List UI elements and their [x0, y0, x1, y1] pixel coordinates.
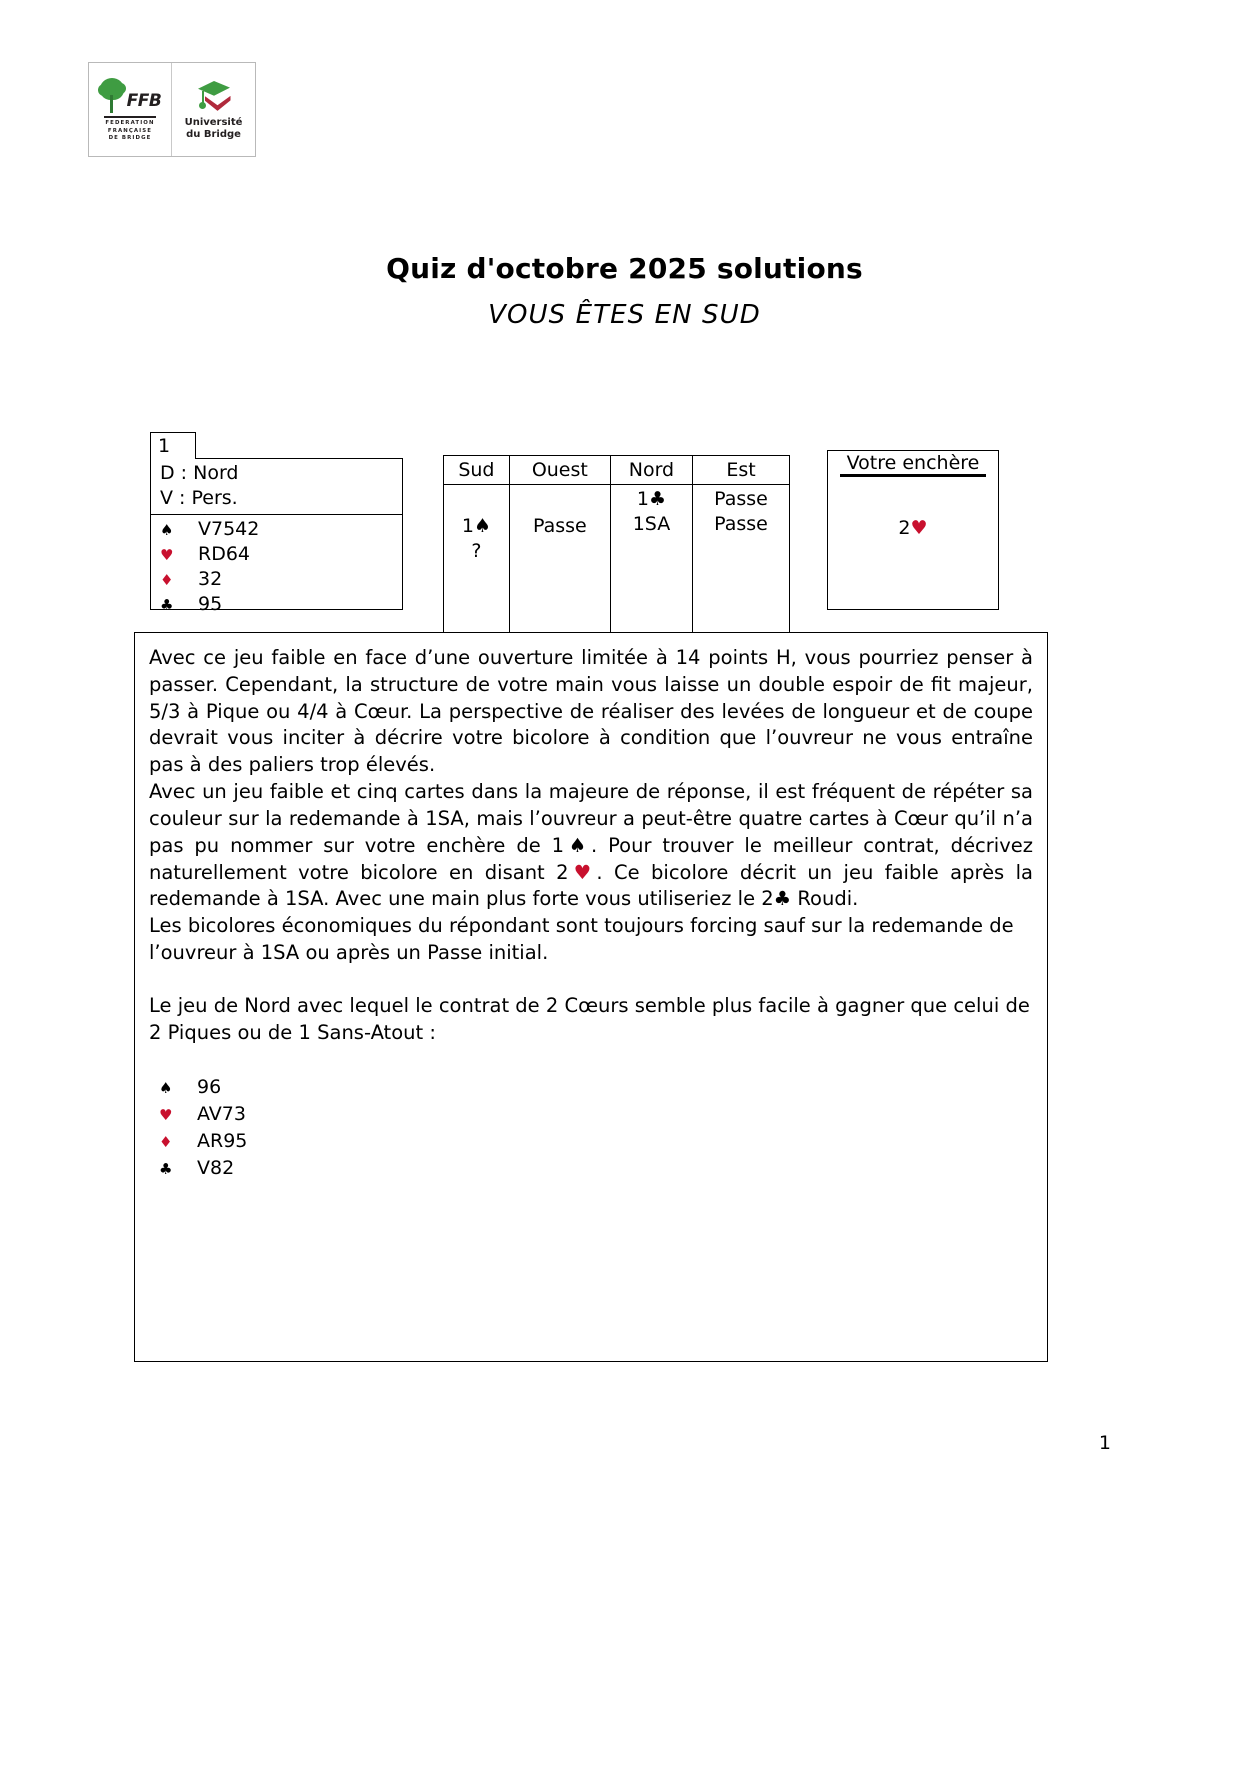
your-bid-level: 2	[898, 517, 911, 539]
auction-col-north	[610, 485, 692, 637]
north-hand-suit-row	[159, 1074, 1033, 1101]
north-hand-suit-row	[159, 1128, 1033, 1155]
ffb-subtitle-line-2: FRANÇAISE	[107, 127, 153, 134]
auction-table	[443, 455, 790, 637]
ffb-logo-top	[99, 76, 162, 114]
east-bid-1: Passe	[714, 488, 768, 510]
commentary-paragraph-4: Le jeu de Nord avec lequel le contrat de 2 Cœurs semble plus facile à gagner que celui de 2 Piques ou de 1 Sans-Atout :	[149, 993, 1030, 1044]
north-spade-cards: 96	[197, 1076, 222, 1099]
vulnerability-label: V : Pers.	[160, 487, 238, 510]
your-bid-box	[827, 450, 999, 610]
spade-cards: V7542	[198, 517, 260, 540]
deal-number: 1	[158, 435, 171, 457]
commentary-paragraph-1: Avec ce jeu faible en face d’une ouverture limitée à 14 points H, vous pourriez penser à passer. Cependant, la structure de votre main vous laisse un double espoir de fit majeur, 5/3 à Pique ou 4/4 à Cœur. La perspective de réaliser des levées de longueur et de coupe devrait vous inciter à décrire votre bicolore à condition que l’ouvreur ne vous entraîne pas à des paliers trop élevés.	[149, 646, 1033, 777]
auction-header-row	[444, 456, 790, 485]
north-club-cards: V82	[197, 1157, 235, 1180]
commentary-paragraph-3: Les bicolores économiques du répondant sont toujours forcing sauf sur la redemande de l’ouvreur à 1SA ou après un Passe initial.	[149, 914, 1014, 964]
page-number: 1	[1098, 1432, 1111, 1454]
deal-meta	[151, 459, 402, 515]
north-bid-1: 1♣	[636, 488, 666, 510]
commentary-p2-part-3: . Ce bicolore décrit un jeu faible après la redemande à 1SA. Avec une main plus forte vous utiliseriez le 2	[149, 860, 1033, 911]
auction-header-north: Nord	[610, 456, 692, 485]
spade-icon: ♠	[564, 833, 591, 857]
south-hand	[151, 515, 402, 618]
club-icon: ♣	[160, 596, 174, 615]
west-bid-1: Passe	[532, 515, 587, 537]
your-bid-title: Votre enchère	[840, 451, 986, 477]
tree-icon	[99, 78, 125, 114]
club-cards: 95	[198, 593, 223, 616]
auction-header-east: Est	[693, 456, 790, 485]
heart-icon: ♥	[910, 517, 928, 539]
auction-col-west	[509, 485, 610, 637]
ffb-subtitle-line-1: FEDERATION	[105, 120, 155, 127]
graduation-cap-icon	[192, 79, 236, 115]
diamond-cards: 32	[198, 568, 223, 591]
deal-number-tab	[150, 432, 196, 459]
commentary-spacer	[149, 967, 1033, 993]
ffb-divider	[104, 116, 156, 118]
heart-icon: ♥	[568, 860, 597, 884]
commentary-p2-part-4: Roudi.	[791, 887, 859, 911]
hand-suit-row	[160, 567, 402, 592]
heart-icon: ♥	[159, 1106, 173, 1125]
page-subtitle: VOUS ÊTES EN SUD	[488, 300, 761, 330]
spade-icon: ♠	[160, 520, 174, 539]
university-line-2: du Bridge	[186, 128, 241, 140]
hand-suit-row	[160, 542, 402, 567]
auction-col-south	[444, 485, 510, 637]
auction-body-row	[444, 485, 790, 637]
east-bid-2: Passe	[714, 513, 768, 536]
auction-header-west: Ouest	[509, 456, 610, 485]
your-bid-answer	[828, 517, 998, 539]
commentary-p2-part-1: Avec un jeu faible et cinq cartes dans la majeure de réponse, il est fréquent de répéter sa couleur sur la redemande à 1SA, mais l’ouvreur a peut-être quatre cartes à Cœur qu’il n’a pas pu nommer sur votre enchère de 1	[149, 780, 1033, 857]
north-bid-2: 1SA	[632, 513, 671, 536]
ffb-logo	[89, 63, 172, 156]
page-title: Quiz d'octobre 2025 solutions	[386, 252, 863, 285]
ffb-subtitle-line-3: DE BRIDGE	[108, 135, 152, 142]
ffb-subtitle	[105, 120, 154, 142]
commentary-box	[134, 632, 1048, 1362]
north-hand	[149, 1074, 1033, 1182]
commentary-p2-part-2: . Pour trouver le meilleur contrat, décrivez naturellement votre bicolore en disant 2	[149, 833, 1033, 884]
commentary-paragraph-2	[149, 779, 1033, 913]
diamond-icon: ♦	[159, 1133, 173, 1152]
club-icon: ♣	[773, 887, 792, 911]
heart-icon: ♥	[160, 545, 174, 564]
diamond-icon: ♦	[160, 571, 174, 590]
heart-cards: RD64	[198, 542, 251, 565]
hand-suit-row	[160, 592, 402, 617]
north-diamond-cards: AR95	[197, 1130, 248, 1153]
south-bid-2: ?	[471, 540, 482, 563]
university-line-1: Université	[184, 116, 243, 128]
north-hand-suit-row	[159, 1155, 1033, 1182]
north-hand-suit-row	[159, 1101, 1033, 1128]
ffb-initials: FFB	[126, 91, 162, 112]
dealer-label: D : Nord	[160, 462, 239, 484]
hand-suit-row	[160, 517, 402, 542]
auction-col-east	[693, 485, 790, 637]
south-bid-1: 1♠	[461, 515, 491, 537]
auction-header-south: Sud	[444, 456, 510, 485]
north-heart-cards: AV73	[197, 1103, 246, 1126]
university-logo	[172, 63, 255, 156]
brand-logo-block	[88, 62, 256, 157]
university-logo-text	[185, 117, 243, 140]
deal-hand-box	[150, 458, 403, 616]
spade-icon: ♠	[159, 1079, 173, 1098]
club-icon: ♣	[159, 1160, 173, 1179]
